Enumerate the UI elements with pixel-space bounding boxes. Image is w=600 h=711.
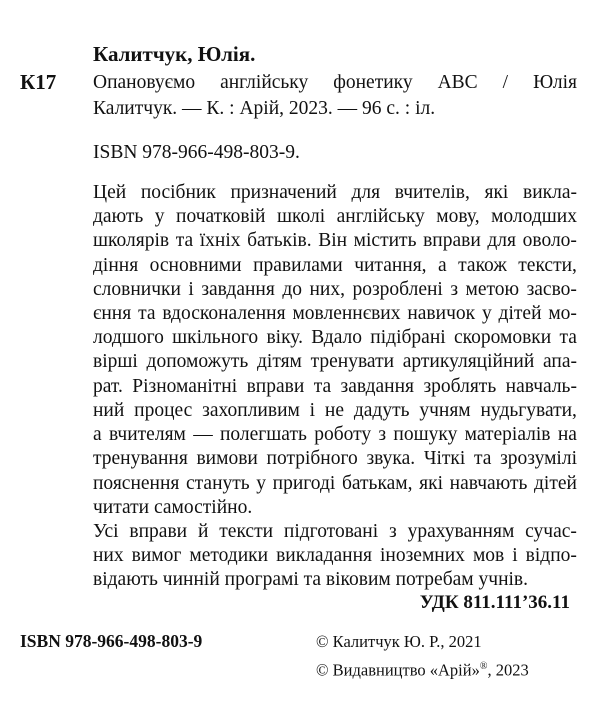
word: розроблені bbox=[352, 279, 443, 300]
annotation-line bbox=[93, 328, 577, 348]
word: віку. bbox=[266, 327, 303, 348]
word: вчителів, bbox=[394, 182, 470, 203]
word: і bbox=[188, 279, 194, 300]
word: тексти, bbox=[518, 255, 577, 276]
publisher-year: , 2023 bbox=[487, 660, 529, 680]
word: а bbox=[438, 255, 447, 276]
word: артикуляційний bbox=[402, 351, 535, 372]
word: Він bbox=[318, 230, 348, 251]
word: дадуть bbox=[353, 400, 410, 421]
word: фонетику bbox=[333, 72, 413, 93]
word: призначений bbox=[230, 182, 337, 203]
word: та bbox=[474, 448, 492, 469]
word: та bbox=[138, 303, 156, 324]
word: нудьгувати, bbox=[480, 400, 577, 421]
word: — bbox=[193, 424, 213, 445]
annotation-line bbox=[93, 304, 577, 324]
word: школі bbox=[276, 206, 326, 227]
word: тренувати bbox=[310, 351, 395, 372]
catalog-code: К17 bbox=[20, 70, 57, 94]
isbn-top: ISBN 978-966-498-803-9. bbox=[93, 142, 300, 163]
annotation-line bbox=[93, 425, 577, 445]
word: стануть bbox=[186, 473, 250, 494]
word: них bbox=[93, 545, 124, 566]
word: метою bbox=[465, 279, 520, 300]
word: і bbox=[512, 545, 518, 566]
publisher-name: © Видавництво «Арій» bbox=[316, 660, 480, 680]
word: тренування bbox=[93, 448, 188, 469]
isbn-bottom: ISBN 978-966-498-803-9 bbox=[20, 631, 203, 651]
word: вимог bbox=[131, 545, 182, 566]
word: на bbox=[557, 424, 577, 445]
word: їхніх bbox=[199, 230, 241, 251]
word: звука. bbox=[366, 448, 416, 469]
word: й bbox=[197, 521, 209, 542]
word: підготовані bbox=[283, 521, 379, 542]
word: з bbox=[378, 424, 387, 445]
word: які bbox=[419, 473, 444, 494]
word: АВС bbox=[437, 72, 478, 93]
word: матеріалів bbox=[464, 424, 551, 445]
annotation-line bbox=[93, 256, 577, 276]
word: з bbox=[389, 521, 397, 542]
word: Різноманітні bbox=[132, 376, 238, 397]
word: вправи bbox=[129, 521, 188, 542]
word: з bbox=[450, 279, 459, 300]
word: зроблять bbox=[423, 376, 497, 397]
annotation-line bbox=[93, 546, 577, 566]
word: вправи bbox=[246, 376, 305, 397]
word: у bbox=[154, 206, 165, 227]
word: діння bbox=[93, 255, 139, 276]
bibliographic-description-line-1 bbox=[93, 73, 577, 93]
annotation-line bbox=[93, 352, 577, 372]
word: дітям bbox=[256, 351, 302, 372]
word: а bbox=[93, 424, 102, 445]
annotation-line bbox=[93, 449, 577, 469]
word: навчаль- bbox=[505, 376, 577, 397]
word: вправи bbox=[423, 230, 481, 251]
udk-code: УДК 811.111’36.11 bbox=[419, 592, 570, 613]
annotation-line bbox=[93, 522, 577, 542]
annotation-line bbox=[93, 280, 577, 300]
word: підібрані bbox=[370, 327, 446, 348]
word: не bbox=[324, 400, 345, 421]
word: апа- bbox=[542, 351, 577, 372]
word: навчають bbox=[449, 473, 528, 494]
word: іноземних bbox=[380, 545, 465, 566]
word: Усі bbox=[93, 521, 119, 542]
word: які bbox=[484, 182, 509, 203]
word: і bbox=[309, 400, 316, 421]
word: у bbox=[481, 303, 492, 324]
word: та bbox=[313, 376, 332, 397]
word: учням bbox=[419, 400, 471, 421]
word: основними bbox=[149, 255, 242, 276]
annotation-line bbox=[93, 401, 577, 421]
word: викладання bbox=[276, 545, 372, 566]
word: процес bbox=[134, 400, 193, 421]
word: словнички bbox=[93, 279, 181, 300]
word: для bbox=[351, 182, 381, 203]
word: скоромовки bbox=[453, 327, 552, 348]
author-heading: Калитчук, Юлія. bbox=[93, 42, 256, 66]
bibliographic-description-line-2: Калитчук. — К. : Арій, 2023. — 96 с. : іл. bbox=[93, 98, 436, 119]
copyright-author: © Калитчук Ю. Р., 2021 bbox=[316, 632, 482, 651]
word: у bbox=[256, 473, 267, 494]
annotation-line bbox=[93, 183, 577, 203]
word: потрібного bbox=[266, 448, 358, 469]
registered-mark: ® bbox=[479, 661, 488, 672]
word: до bbox=[282, 279, 302, 300]
word: молодших bbox=[491, 206, 577, 227]
word: також bbox=[458, 255, 507, 276]
annotation-line-last: відають чинній програмі та віковим потребам учнів. bbox=[93, 569, 528, 590]
word: полегшать bbox=[219, 424, 307, 445]
word: Опановуємо bbox=[93, 72, 196, 93]
word: батьків. bbox=[247, 230, 312, 251]
word: ний bbox=[93, 400, 125, 421]
annotation-line bbox=[93, 474, 577, 494]
annotation-line bbox=[93, 377, 577, 397]
word: єння bbox=[93, 303, 132, 324]
word: мовленнєвих bbox=[292, 303, 401, 324]
word: для bbox=[487, 230, 517, 251]
word: мов bbox=[472, 545, 505, 566]
word: викла- bbox=[522, 182, 577, 203]
word: Юлія bbox=[533, 72, 577, 93]
word: оволо- bbox=[522, 230, 577, 251]
word: завдання bbox=[201, 279, 275, 300]
word: вимови bbox=[196, 448, 258, 469]
word: пояснення bbox=[93, 473, 180, 494]
word: дітей bbox=[498, 303, 542, 324]
word: читання, bbox=[354, 255, 427, 276]
word: англійську bbox=[220, 72, 309, 93]
word: містить bbox=[353, 230, 417, 251]
word: засво- bbox=[526, 279, 577, 300]
copyright-publisher bbox=[316, 662, 529, 679]
word: допоможуть bbox=[146, 351, 249, 372]
word: зрозумілі bbox=[500, 448, 577, 469]
word: методики bbox=[189, 545, 269, 566]
word: вдосконалення bbox=[162, 303, 286, 324]
word: дають bbox=[93, 206, 144, 227]
word: рат. bbox=[93, 376, 123, 397]
word: дітей bbox=[534, 473, 577, 494]
annotation-line bbox=[93, 207, 577, 227]
word: урахуванням bbox=[407, 521, 515, 542]
word: Цей bbox=[93, 182, 127, 203]
word: вірші bbox=[93, 351, 138, 372]
word: батькам, bbox=[341, 473, 413, 494]
word: та bbox=[559, 327, 577, 348]
word: завдання bbox=[340, 376, 415, 397]
word: Чіткі bbox=[423, 448, 466, 469]
word: них, bbox=[309, 279, 345, 300]
word: мову, bbox=[436, 206, 480, 227]
word: / bbox=[502, 72, 509, 93]
word: навичок bbox=[407, 303, 476, 324]
word: тексти bbox=[219, 521, 274, 542]
annotation-line bbox=[93, 231, 577, 251]
word: шкільного bbox=[172, 327, 259, 348]
word: Вдало bbox=[311, 327, 362, 348]
annotation-line-last: читати самостійно. bbox=[93, 497, 253, 518]
word: відпо- bbox=[525, 545, 577, 566]
word: мо- bbox=[548, 303, 577, 324]
word: вчителям bbox=[108, 424, 186, 445]
word: посібник bbox=[140, 182, 216, 203]
word: сучас- bbox=[525, 521, 577, 542]
word: правилами bbox=[253, 255, 343, 276]
word: пошуку bbox=[393, 424, 458, 445]
word: роботу bbox=[314, 424, 372, 445]
word: школярів bbox=[93, 230, 170, 251]
word: початковій bbox=[176, 206, 266, 227]
word: англійську bbox=[336, 206, 425, 227]
word: та bbox=[175, 230, 194, 251]
word: лодшого bbox=[93, 327, 164, 348]
word: захопливим bbox=[202, 400, 300, 421]
word: пригоді bbox=[272, 473, 336, 494]
